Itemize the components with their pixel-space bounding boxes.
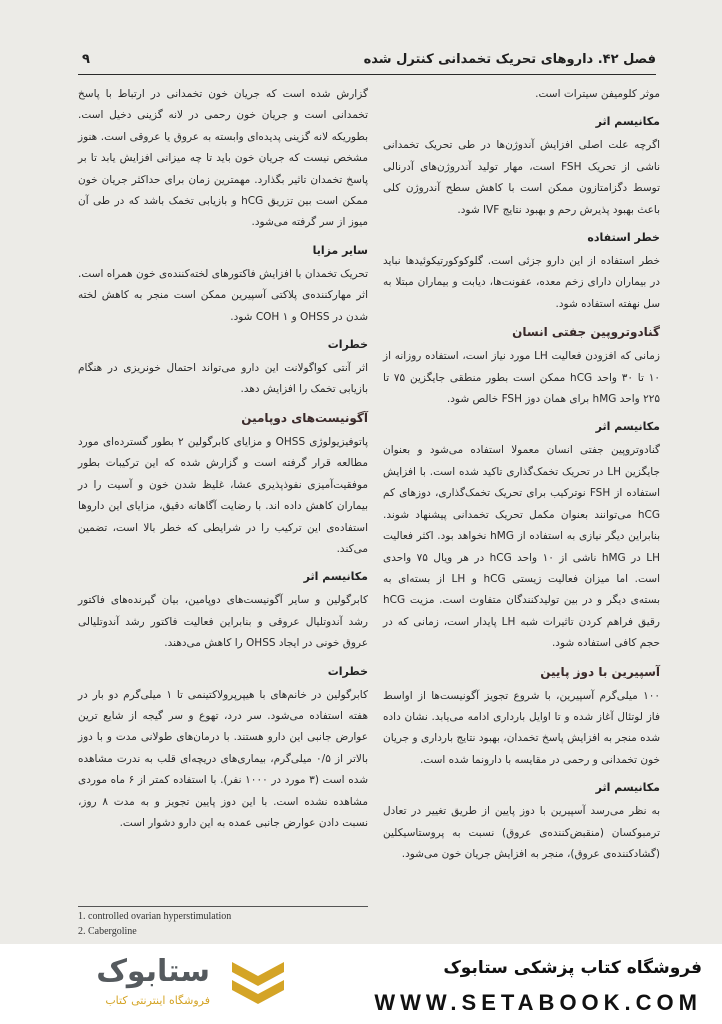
footnotes	[78, 906, 368, 939]
section-heading: مکانیسم اثر	[303, 570, 368, 584]
section-heading: مکانیسم اثر	[595, 781, 660, 795]
chevron-logo-icon	[228, 958, 288, 1010]
paragraph: کابرگولین و سایر آگونیست‌های دوپامین، بیان گیرنده‌های فاکتور رشد آندوتلیال عروقی و بنابراین فعالیت فاکتور رشد آندوتلیالی عروق خونی در ایجاد OHSS را کاهش می‌دهند.	[78, 594, 368, 650]
section-heading: خطر استفاده	[587, 231, 660, 245]
logo-wordmark: ستابوک	[96, 954, 210, 989]
store-name: فروشگاه کتاب پزشکی ستابوک	[443, 958, 702, 978]
footnote: 1. controlled ovarian hyperstimulation	[78, 911, 232, 922]
paragraph: تحریک تخمدان با افزایش فاکتورهای لخته‌کننده‌ی خون همراه است. اثر مهارکننده‌ی پلاکتی آسپیرین ممکن است منجر به کاهش لخته شدن در OHSS و COH ۱ شود.	[78, 267, 368, 323]
section-heading: مکانیسم اثر	[595, 115, 660, 129]
paragraph: زمانی که افزودن فعالیت LH مورد نیاز است، استفاده روزانه از ۱۰ تا ۳۰ واحد hCG ممکن است بطور منطقی جایگزین ۷۵ تا ۲۲۵ واحد hMG برای همان دوز FSH خالص شود.	[383, 350, 660, 406]
right-column	[383, 84, 660, 871]
store-logo[interactable]	[20, 954, 220, 1016]
page-header	[78, 50, 656, 75]
logo-subtitle: فروشگاه اینترنتی کتاب	[105, 994, 210, 1007]
paragraph: موثر کلومیفن سیترات است.	[535, 88, 660, 100]
paragraph: اگرچه علت اصلی افزایش آندوژن‌ها در طی تحریک تخمدانی ناشی از تحریک FSH است، مهار تولید آندروژن‌های آدرنالی توسط دگزامتازون ممکن است با کاهش سطح آندروژن کلی باعث بهبود پذیرش رحم و بهبود نتایج IVF شود.	[383, 139, 660, 216]
main-heading: آسپیرین با دوز پایین	[540, 664, 660, 679]
store-banner	[0, 944, 722, 1024]
paragraph: گزارش شده است که جریان خون تخمدانی در ارتباط با پاسخ تخمدانی است و جریان خون رحمی در لانه گزینی دخیل است. بطوریکه لانه گزینی پدیده‌ای وابسته به عروق یا عروقی است. هنوز مشخص نیست که جریان خون باید تا چه میزانی افزایش یابد تا بر پاسخ تخمدان تاثیر بگذارد. مهمترین زمان برای حداکثر جریان خون ممکن است بین تزریق hCG و بازیابی تخمک باشد که در طی آن میوز از سر گرفته می‌شود.	[78, 88, 368, 229]
paragraph: پاتوفیزیولوژی OHSS و مزایای کابرگولین ۲ بطور گسترده‌ای مورد مطالعه قرار گرفته است و گزارش شده که این ترکیبات بطور موفقیت‌آمیزی نفوذپذیری عشا، غلیظ شدن خون و آسیت را در بیماران کاهش داده اند. با رضایت آگاهانه دقیق، مزایای این داروها استفاده‌ی این ترکیب را در شرایطی که خطر بالا است، تضمین می‌کند.	[78, 435, 369, 555]
section-heading: سایر مزایا	[312, 243, 368, 257]
paragraph: گنادوتروپین جفتی انسان معمولا استفاده می‌شود و بعنوان جایگزین LH در تحریک تخمک‌گذاری تاکید شده است. با افزایش استفاده از FSH نوترکیب برای تحریک تخمک‌گذاری، دوزهای کم hCG می‌توانند بعنوان مکمل تحریک تخمدانی پیشنهاد شوند. بنابراین دیگر نیازی به استفاده از hMG نخواهد بود. اکثر فعالیت LH در hMG ناشی از ۱۰ واحد hCG در هر ویال ۷۵ واحدی است. اما میزان فعالیت زیستی hCG و LH از بسته‌ای به بسته‌ی دیگر و در بین تولیدکنندگان متفاوت است. مزیت hCG رقیق فراهم کردن تاثیرات شبه LH پایدار است، زمانی که در حجم کافی استفاده شود.	[383, 444, 661, 650]
section-heading: مکانیسم اثر	[595, 420, 660, 434]
paragraph: به نظر می‌رسد آسپیرین با دوز پایین از طریق تغییر در تعادل ترمبوکسان (منقبض‌کننده‌ی عروق) نسبت به پروستاسیکلین (گشادکننده‌ی عروق)، منجر به افزایش جریان خون می‌شود.	[383, 805, 660, 860]
main-heading: گنادوتروپین جفتی انسان	[512, 325, 660, 340]
main-heading: آگونیست‌های دوپامین	[241, 410, 368, 425]
paragraph: کابرگولین در خانم‌های با هیپرپرولاکتینمی تا ۱ میلی‌گرم دو بار در هفته استفاده می‌شود. سر درد، تهوع و سر گیجه از شایع ترین عوارض جانبی این دارو هستند. با درمان‌های طولانی مدت و با دوز بالاتر از ۰/۵ میلی‌گرم، بیماری‌های دریچه‌ای قلب به ندرت مشاهده شده است (۳ مورد در ۱۰۰۰ نفر). با استفاده کمتر از ۶ ماه موردی مشاهده نشده است. با این دوز پایین تجویز و به مدت ۸ روز، نسبت دادن عوارض جانبی عمده به این دارو دشوار است.	[78, 688, 368, 829]
paragraph: خطر استفاده از این دارو جزئی است. گلوکوکورتیکوئیدها نباید در بیماران دارای زخم معده، عفونت‌ها، دیابت و بیماران مبتلا به سل نهفته استفاده شود.	[383, 255, 660, 310]
section-heading: خطرات	[327, 664, 368, 678]
left-column	[78, 84, 368, 840]
paragraph: ۱۰۰ میلی‌گرم آسپیرین، با شروع تجویز آگونیست‌ها از اواسط فاز لوتئال آغاز شده و تا اوایل بارداری ادامه می‌یابد. نشان داده شده منجر به افزایش پاسخ تخمدان، بهبود نتایج بارداری و جریان خون تخمدانی و رحمی در مقایسه با دارونما شده است.	[383, 689, 660, 766]
page-number: ۹	[82, 52, 90, 67]
footnote: 2. Cabergoline	[78, 926, 137, 937]
paragraph: اثر آنتی کواگولانت این دارو می‌تواند احتمال خونریزی در هنگام بازیابی تخمک را افزایش دهد.	[78, 362, 368, 396]
section-heading: خطرات	[327, 338, 368, 352]
website-link[interactable]: WWW.SETABOOK.COM	[374, 990, 702, 1015]
chapter-title: فصل ۴۲. داروهای تحریک تخمدانی کنترل شده	[363, 52, 656, 67]
